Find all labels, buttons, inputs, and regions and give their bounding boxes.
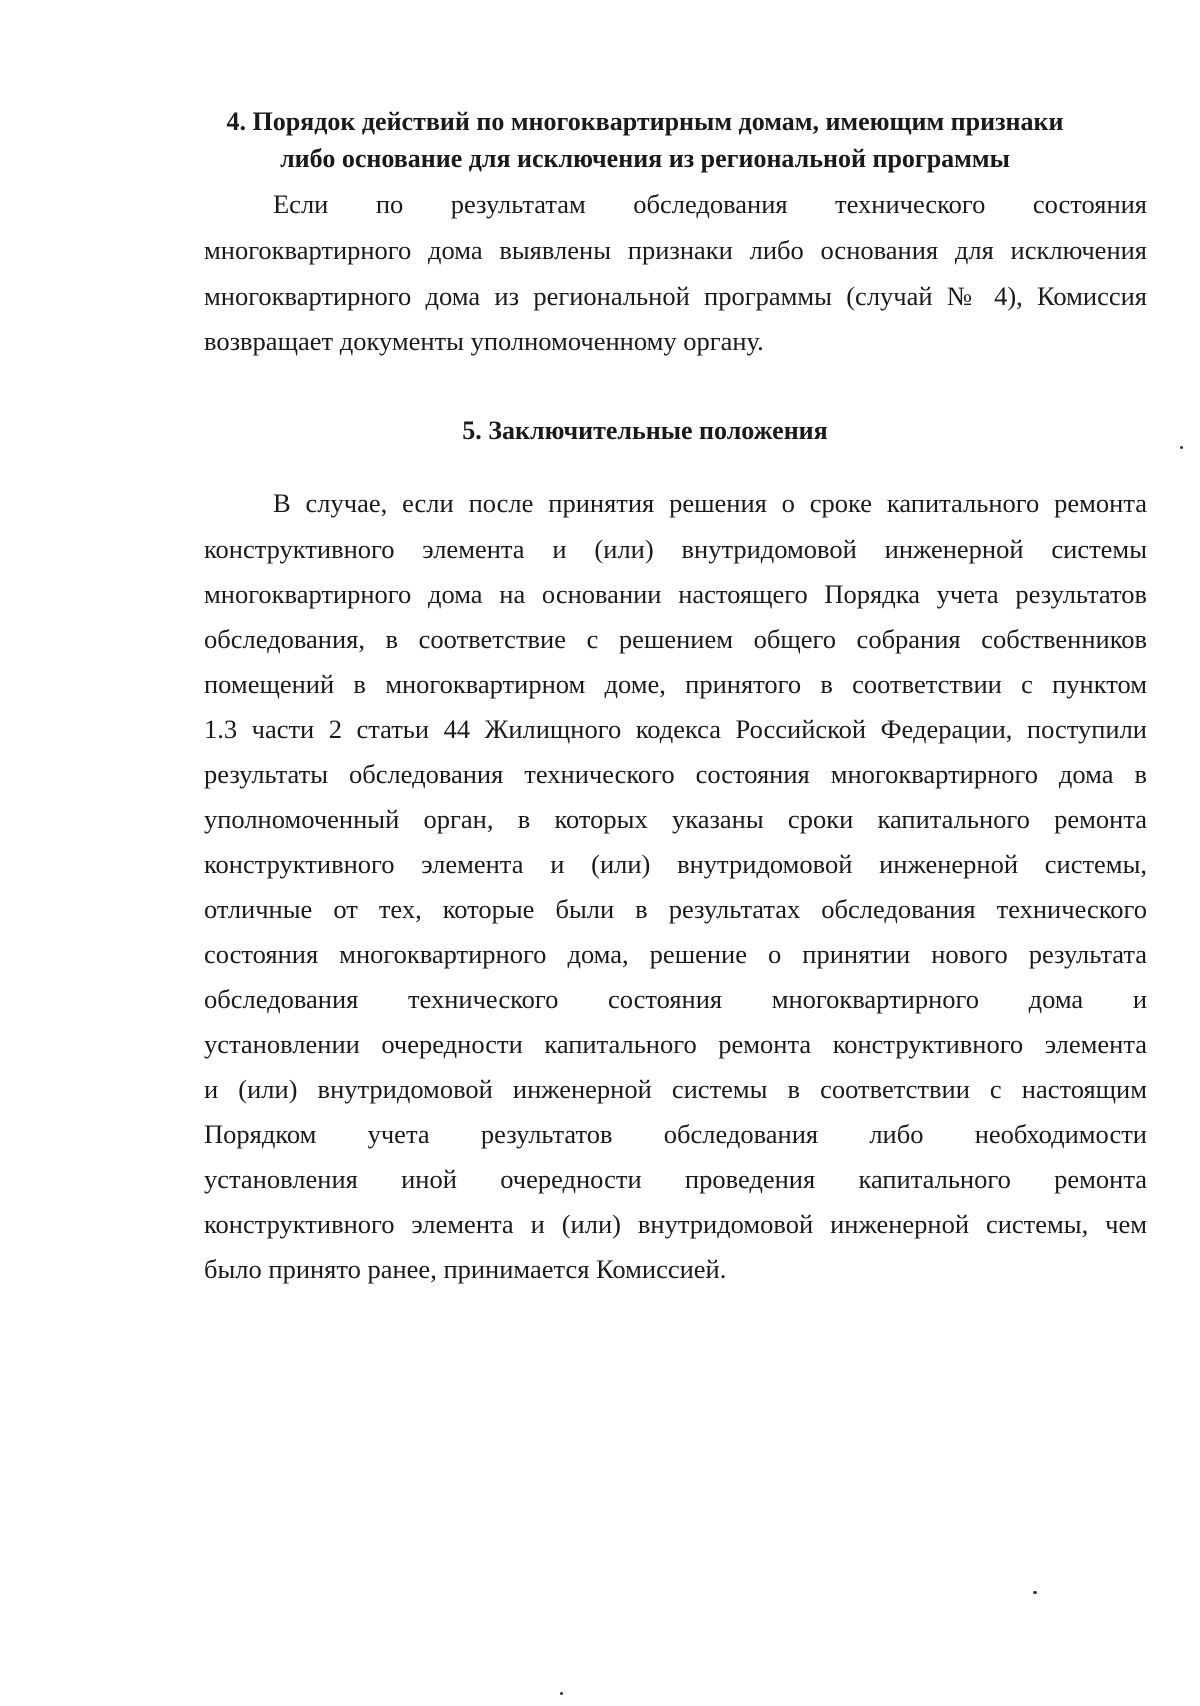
section-5-paragraph-line: установления иной очередности проведения капитального ремонта [204, 1164, 1147, 1194]
section-5-paragraph-line: конструктивного элемента и (или) внутридомовой инженерной системы, [204, 849, 1147, 879]
section-5-paragraph-line: Порядком учета результатов обследования либо необходимости [204, 1119, 1147, 1149]
section-5-paragraph-line: многоквартирного дома на основании настоящего Порядка учета результатов [204, 579, 1147, 609]
scan-speck [1033, 1591, 1037, 1594]
section-5-paragraph-line: обследования технического состояния многоквартирного дома и [204, 984, 1147, 1014]
section-5-paragraph-line: отличные от тех, которые были в результатах обследования технического [204, 894, 1147, 924]
section-5-paragraph-line: уполномоченный орган, в которых указаны сроки капитального ремонта [204, 804, 1147, 834]
section-5-paragraph-line: и (или) внутридомовой инженерной системы в соответствии с настоящим [204, 1074, 1147, 1104]
section-5-title: 5. Заключительные положения [462, 416, 828, 445]
section-5-paragraph-line: В случае, если после принятия решения о сроке капитального ремонта [273, 488, 1147, 518]
scan-speck [1180, 446, 1183, 449]
section-4-paragraph-line: многоквартирного дома выявлены признаки либо основания для исключения [204, 235, 1147, 265]
section-5-paragraph-line: установлении очередности капитального ремонта конструктивного элемента [204, 1029, 1147, 1059]
section-4-paragraph-line: возвращает документы уполномоченному органу. [204, 326, 764, 356]
section-4-title-line-2: либо основание для исключения из региональной программы [280, 144, 1010, 173]
section-5-paragraph-line: обследования, в соответствие с решением общего собрания собственников [204, 624, 1147, 654]
section-5-paragraph-line: состояния многоквартирного дома, решение о принятии нового результата [204, 939, 1147, 969]
section-5-paragraph-line: было принято ранее, принимается Комиссией. [204, 1254, 727, 1284]
section-4-paragraph-line: Если по результатам обследования технического состояния [273, 189, 1147, 219]
section-5-paragraph-line: результаты обследования технического состояния многоквартирного дома в [204, 759, 1147, 789]
section-4-paragraph-line: многоквартирного дома из региональной программы (случай № 4), Комиссия [204, 281, 1147, 311]
section-5-paragraph-line: 1.3 части 2 статьи 44 Жилищного кодекса Российской Федерации, поступили [204, 714, 1147, 744]
section-5-paragraph-line: помещений в многоквартирном доме, принятого в соответствии с пунктом [204, 669, 1147, 699]
section-5-paragraph-line: конструктивного элемента и (или) внутридомовой инженерной системы, чем [204, 1209, 1147, 1239]
section-4-title-line-1: 4. Порядок действий по многоквартирным домам, имеющим признаки [226, 107, 1064, 136]
section-5-paragraph-line: конструктивного элемента и (или) внутридомовой инженерной системы [204, 534, 1147, 564]
scan-speck [560, 1692, 563, 1695]
